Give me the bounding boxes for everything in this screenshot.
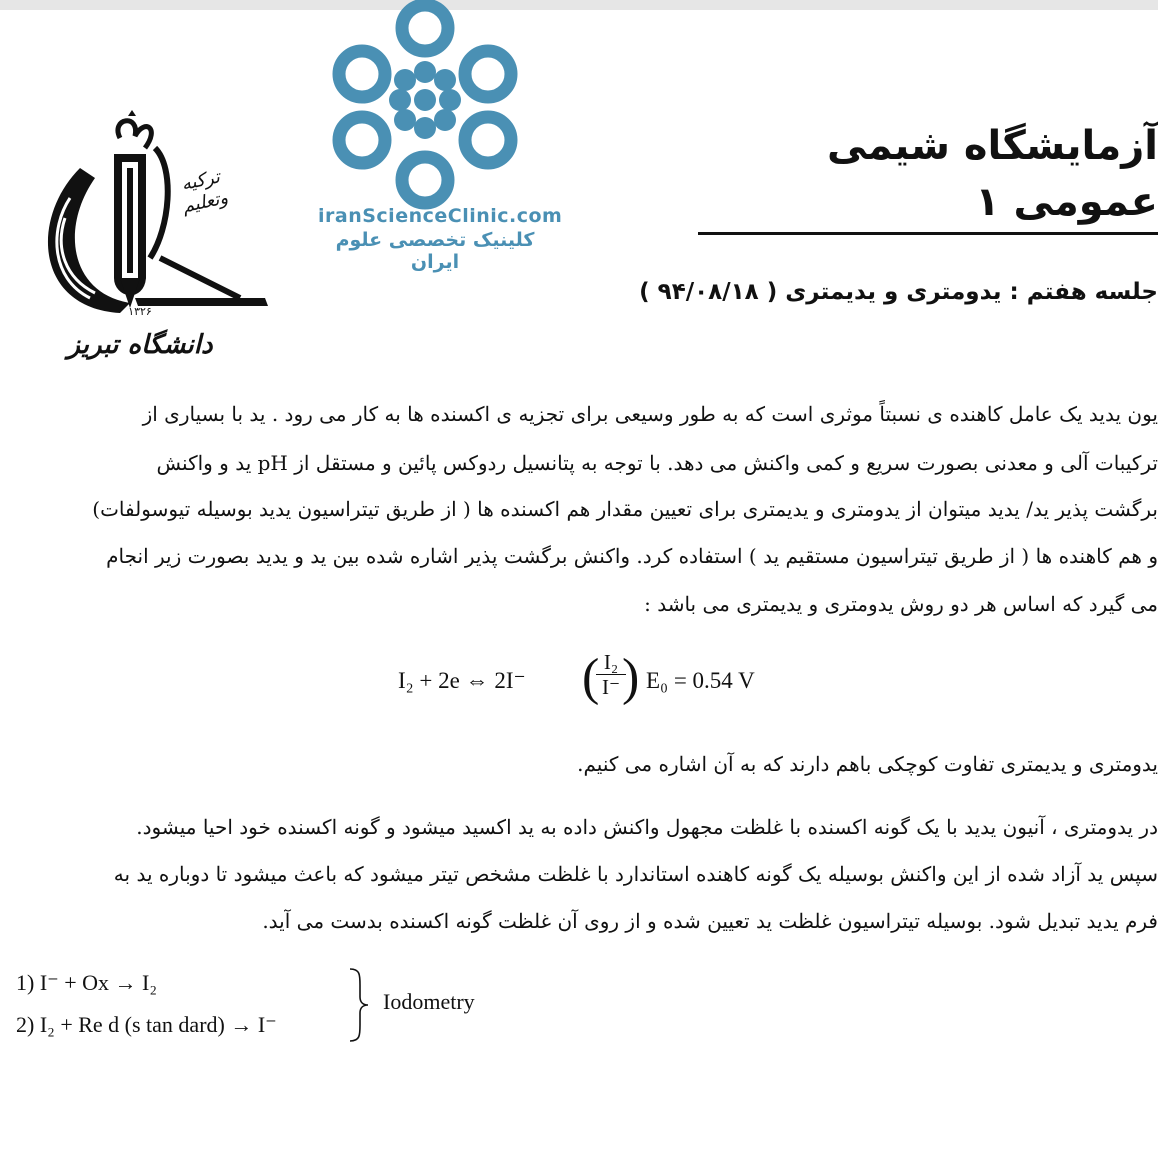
university-name: دانشگاه تبریز xyxy=(67,330,213,360)
iodometry-label: Iodometry xyxy=(383,989,475,1014)
reaction-2: 2) I₂ + Re d (s tan dard) → I⁻ xyxy=(16,1012,277,1037)
right-paren: ) xyxy=(622,649,640,706)
paragraph1-line2: ترکیبات آلی و معدنی بصورت سریع و کمی واکنش می دهد. با توجه به پتانسیل ردوکس پائین و مستقل از pH ید و واکنش xyxy=(156,451,1158,475)
fraction-denominator: I⁻ xyxy=(601,675,621,699)
left-paren: ( xyxy=(582,649,600,706)
paragraph1-line4: و هم کاهنده ها ( از طریق تیتراسیون مستقیم ید ) استفاده کرد. واکنش برگشت پذیر اشاره شده بین ید و یدید بصورت زیر انجام xyxy=(106,544,1158,568)
paragraph1-line5: می گیرد که اساس هر دو روش یدومتری و یدیمتری می باشد : xyxy=(644,592,1158,616)
top-bar xyxy=(0,0,1158,10)
paragraph1-line1: یون یدید یک عامل کاهنده ی نسبتاً موثری است که به طور وسیعی برای تجزیه ی اکسنده ها به کار می رود . ید با بسیاری از xyxy=(142,402,1158,426)
fraction-numerator: I₂ xyxy=(596,650,626,675)
paragraph3-line1: در یدومتری ، آنیون یدید با یک گونه اکسنده با غلظت مجهول واکنش داده به ید اکسید میشود و گونه اکسنده خود احیا میشود. xyxy=(136,815,1158,839)
paragraph1-line3: برگشت پذیر ید/ یدید میتوان از یدومتری و یدیمتری برای تعیین مقدار هم اکسنده ها ( از طریق تیتراسیون یدید بوسیله تیوسولفات) xyxy=(92,497,1158,521)
paragraph2: یدومتری و یدیمتری تفاوت کوچکی باهم دارند که به آن اشاره می کنیم. xyxy=(577,752,1158,776)
clinic-name-fa: کلینیک تخصصی علوم ایران xyxy=(335,229,535,273)
brace-icon xyxy=(344,965,374,1045)
paragraph3-line3: فرم یدید تبدیل شود. بوسیله تیتراسیون غلظت ید تعیین شده و از روی آن غلظت گونه اکسنده بدست می آید. xyxy=(262,909,1158,933)
equation-rhs: E₀ = 0.54 V xyxy=(646,668,755,693)
equation-lhs: I₂ + 2e ⇔ 2I⁻ xyxy=(398,668,526,693)
university-motto: ترکیه وتعلیم xyxy=(179,166,230,218)
page-title: آزمایشگاه شیمی عمومی ۱ xyxy=(698,118,1158,235)
clinic-name-en: iranScienceClinic.com xyxy=(318,205,563,227)
session-heading: جلسه هفتم : یدومتری و یدیمتری ( ۹۴/۰۸/۱۸ ) xyxy=(639,279,1158,305)
university-year: ۱۳۲۶ xyxy=(128,305,152,318)
reaction-1: 1) I⁻ + Ox → I₂ xyxy=(16,970,158,995)
paragraph3-line2: سپس ید آزاد شده از این واکنش بوسیله یک گونه کاهنده استاندارد با غلظت مشخص تیتر میشود که باعث میشود تا دوباره ید به xyxy=(113,862,1158,886)
